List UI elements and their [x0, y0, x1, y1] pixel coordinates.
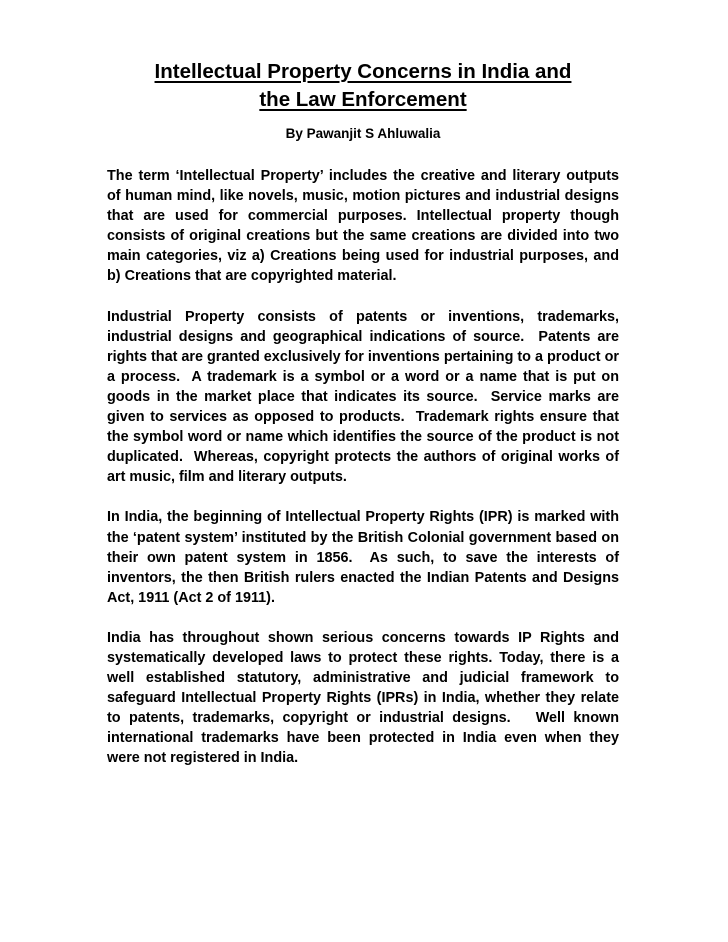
paragraph-4: India has throughout shown serious concerns towards IP Rights and systematically developed laws to protect these rights. Today, there is a well established statutory, administrative and judicial framework to safeguard Intellectual Property Rights (IPRs) in India, whether they relate to patents, trademarks, copyright or industrial designs. Well known international trademarks have been protected in India even when they were not registered in India.: [107, 629, 623, 767]
document-body: [107, 166, 623, 769]
paragraph-1: The term ‘Intellectual Property’ includes the creative and literary outputs of human mind, like novels, music, motion pictures and industrial designs that are used for commercial purposes. Intellectual property though consists of original creations but the same creations are divided into two main categories, viz a) Creations being used for industrial purposes, and b) Creations that are copyrighted material.: [107, 168, 623, 285]
paragraph-3: In India, the beginning of Intellectual Property Rights (IPR) is marked with the ‘patent system’ instituted by the British Colonial government based on their own patent system in 1856. As such, to save the interests of inventors, the then British rulers enacted the Indian Patents and Designs Act, 1911 (Act 2 of 1911).: [107, 509, 623, 606]
document-title: [107, 58, 619, 114]
document-page: [107, 58, 623, 789]
paragraph-2: Industrial Property consists of patents or inventions, trademarks, industrial designs and geographical indications of source. Patents are rights that are granted exclusively for inventions pertaining to a product or a process. A trademark is a symbol or a word or a name that is put on goods in the market place that indicates its source. Service marks are given to services as opposed to products. Trademark rights ensure that the symbol word or name which identifies the source of the product is not duplicated. Whereas, copyright protects the authors of original works of art music, film and literary outputs.: [107, 308, 623, 486]
author-byline: By Pawanjit S Ahluwalia: [285, 126, 441, 141]
title-line-1: Intellectual Property Concerns in India and: [154, 60, 572, 83]
title-line-2: the Law Enforcement: [259, 88, 467, 111]
